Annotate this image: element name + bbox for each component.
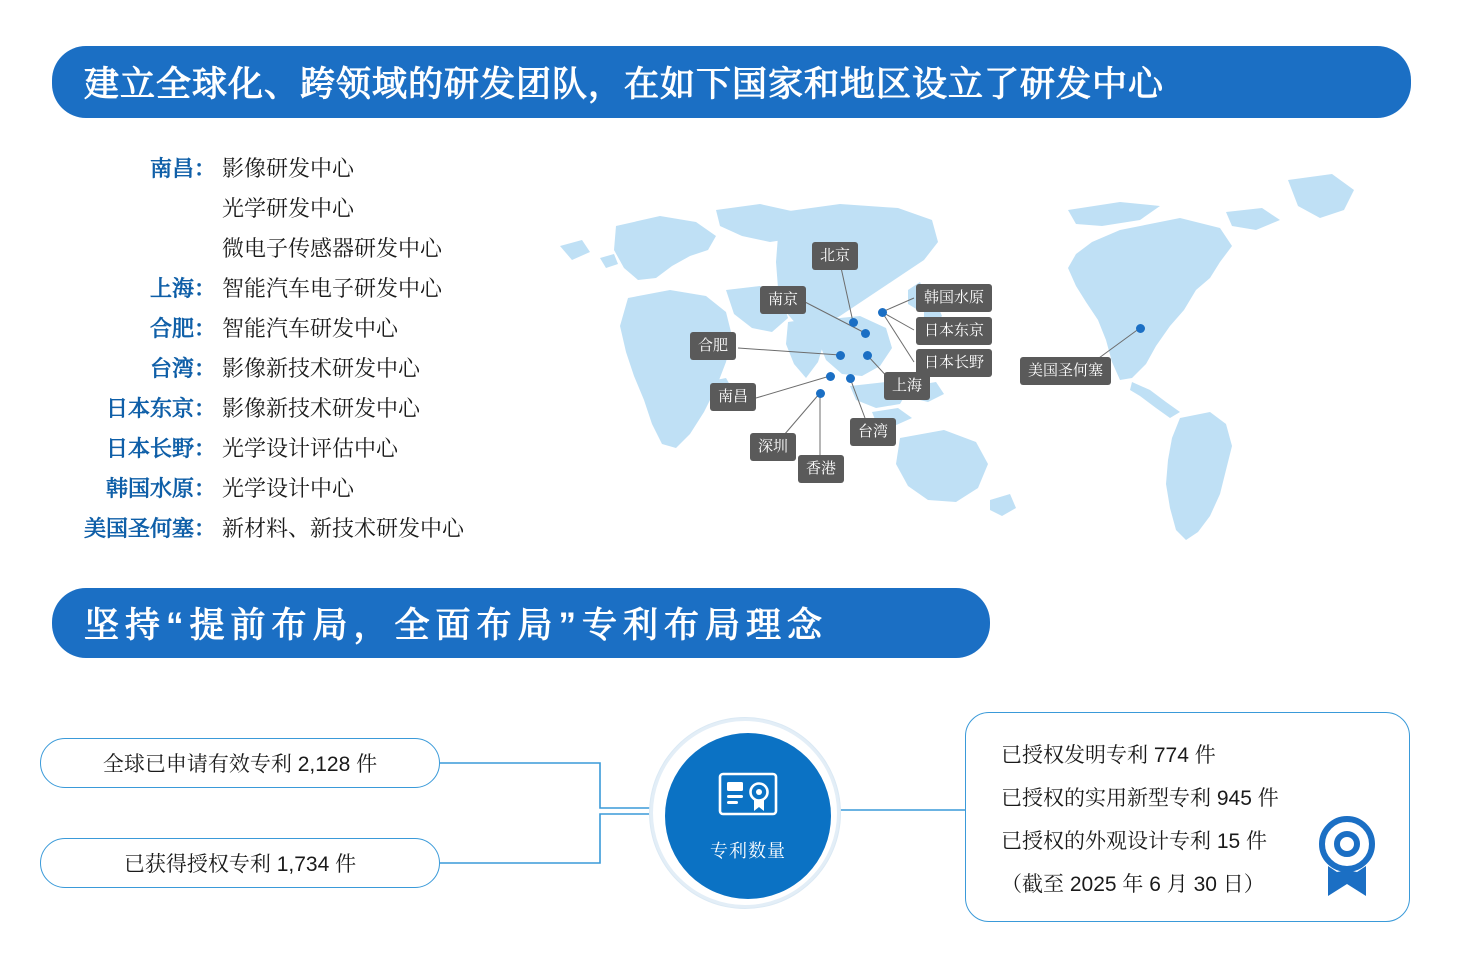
map-pin-nanjing bbox=[861, 329, 870, 338]
center-city: 日本长野： bbox=[105, 436, 216, 461]
map-label-taiwan: 台湾 bbox=[850, 418, 896, 446]
patent-count-circle-inner bbox=[665, 733, 831, 899]
center-name: 光学设计评估中心 bbox=[222, 436, 399, 461]
map-label-nagano: 日本长野 bbox=[916, 349, 992, 377]
patent-banner bbox=[52, 588, 990, 658]
map-pin-seoul bbox=[878, 308, 887, 317]
center-name: 新材料、新技术研发中心 bbox=[222, 516, 465, 541]
list-item bbox=[40, 392, 500, 423]
breakdown-line: （截至 2025 年 6 月 30 日） bbox=[1001, 873, 1265, 896]
list-item bbox=[40, 312, 500, 343]
list-item bbox=[40, 232, 500, 263]
breakdown-line: 已授权发明专利 774 件 bbox=[1001, 744, 1216, 767]
list-item bbox=[40, 432, 500, 463]
patent-banner-text: 坚持“提前布局，全面布局”专利布局理念 bbox=[84, 606, 829, 645]
map-label-shenzhen: 深圳 bbox=[750, 433, 796, 461]
map-label-beijing: 北京 bbox=[812, 242, 858, 270]
center-city: 日本东京： bbox=[105, 396, 216, 421]
map-pin-shanghai bbox=[863, 351, 872, 360]
map-pin-hefei bbox=[836, 351, 845, 360]
breakdown-line: 已授权的实用新型专利 945 件 bbox=[1001, 787, 1279, 810]
center-city: 台湾： bbox=[149, 356, 216, 381]
map-label-nanchang: 南昌 bbox=[710, 383, 756, 411]
center-name: 影像新技术研发中心 bbox=[222, 356, 421, 381]
center-name: 智能汽车研发中心 bbox=[222, 316, 399, 341]
center-city: 合肥： bbox=[149, 316, 216, 341]
header-banner-text: 建立全球化、跨领域的研发团队，在如下国家和地区设立了研发中心 bbox=[84, 65, 1165, 104]
map-label-suwon: 韩国水原 bbox=[916, 284, 992, 312]
patent-certificate-icon bbox=[717, 770, 779, 823]
list-item bbox=[40, 352, 500, 383]
map-pin-taiwan bbox=[846, 374, 855, 383]
center-city: 上海： bbox=[149, 276, 216, 301]
map-label-shanghai: 上海 bbox=[884, 372, 930, 400]
center-city: 韩国水原： bbox=[105, 476, 216, 501]
map-pin-shenzhen bbox=[816, 389, 825, 398]
map-label-sanjose: 美国圣何塞 bbox=[1020, 357, 1111, 385]
patent-breakdown-card bbox=[965, 712, 1410, 922]
center-name: 影像新技术研发中心 bbox=[222, 396, 421, 421]
center-name: 影像研发中心 bbox=[222, 156, 355, 181]
center-name: 微电子传感器研发中心 bbox=[222, 236, 443, 261]
map-label-tokyo: 日本东京 bbox=[916, 317, 992, 345]
breakdown-line: 已授权的外观设计专利 15 件 bbox=[1001, 830, 1268, 853]
medal-icon bbox=[1309, 814, 1385, 903]
center-name: 光学研发中心 bbox=[222, 196, 355, 221]
pill-granted-patents bbox=[40, 838, 440, 888]
patent-diagram bbox=[0, 690, 1459, 973]
list-item bbox=[40, 192, 500, 223]
pill-total-applied-patents bbox=[40, 738, 440, 788]
list-item bbox=[40, 472, 500, 503]
map-label-hefei: 合肥 bbox=[690, 332, 736, 360]
map-pin-nanchang bbox=[826, 372, 835, 381]
map-pin-beijing bbox=[849, 318, 858, 327]
pill-text: 全球已申请有效专利 2,128 件 bbox=[102, 753, 378, 776]
center-city: 南昌： bbox=[149, 156, 216, 181]
map-label-hongkong: 香港 bbox=[798, 455, 844, 483]
rd-center-list bbox=[40, 152, 500, 552]
world-map bbox=[520, 150, 1425, 570]
list-item bbox=[40, 512, 500, 543]
center-name: 光学设计中心 bbox=[222, 476, 355, 501]
pill-text: 已获得授权专利 1,734 件 bbox=[123, 853, 357, 876]
list-item bbox=[40, 152, 500, 183]
header-banner-rd-centers bbox=[52, 46, 1411, 118]
map-label-nanjing: 南京 bbox=[760, 286, 806, 314]
map-pin-sanjose bbox=[1136, 324, 1145, 333]
list-item bbox=[40, 272, 500, 303]
patent-count-label: 专利数量 bbox=[710, 840, 786, 861]
center-city: 美国圣何塞： bbox=[83, 516, 216, 541]
patent-count-circle bbox=[650, 718, 840, 908]
center-name: 智能汽车电子研发中心 bbox=[222, 276, 443, 301]
